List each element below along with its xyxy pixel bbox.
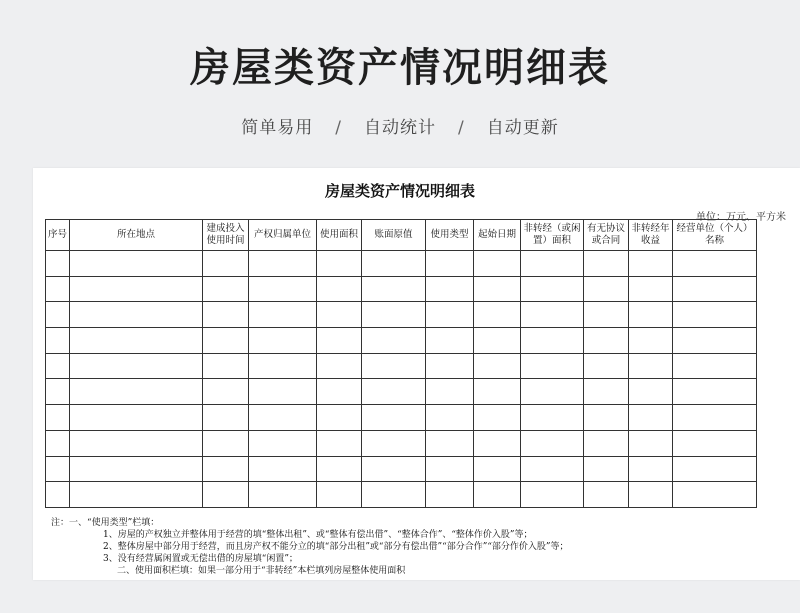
table-cell[interactable]	[249, 251, 317, 277]
table-cell[interactable]	[70, 302, 203, 328]
table-row	[46, 353, 757, 379]
table-cell[interactable]	[584, 482, 629, 508]
table-cell[interactable]	[70, 328, 203, 354]
table-cell[interactable]	[584, 302, 629, 328]
col-header-built-time: 建成投入使用时间	[203, 220, 249, 251]
tag-separator: /	[335, 118, 342, 138]
col-header-annual-income: 非转经年收益	[629, 220, 673, 251]
table-cell[interactable]	[317, 353, 362, 379]
tag-separator: /	[458, 118, 465, 138]
table-cell[interactable]	[249, 430, 317, 456]
table-cell[interactable]	[362, 353, 426, 379]
document-sheet	[33, 168, 800, 580]
table-cell[interactable]	[673, 379, 757, 405]
unit-label: 单位：万元、平方米	[696, 212, 786, 223]
table-cell[interactable]	[474, 302, 521, 328]
table-cell[interactable]	[474, 328, 521, 354]
table-cell[interactable]	[673, 251, 757, 277]
table-cell[interactable]	[203, 302, 249, 328]
table-cell[interactable]	[673, 328, 757, 354]
hero-title: 房屋类资产情况明细表	[190, 45, 610, 91]
tag-auto-update: 自动更新	[486, 118, 559, 138]
table-cell[interactable]	[426, 328, 474, 354]
table-cell[interactable]	[362, 482, 426, 508]
table-cell[interactable]	[249, 379, 317, 405]
table-cell[interactable]	[584, 430, 629, 456]
table-cell[interactable]	[203, 482, 249, 508]
asset-table	[45, 219, 757, 508]
table-cell[interactable]	[521, 251, 584, 277]
table-cell[interactable]	[426, 251, 474, 277]
col-header-start-date: 起始日期	[474, 220, 521, 251]
table-row	[46, 430, 757, 456]
table-cell[interactable]	[474, 482, 521, 508]
table-row	[46, 379, 757, 405]
table-cell[interactable]	[317, 430, 362, 456]
table-cell[interactable]	[70, 430, 203, 456]
table-cell[interactable]	[426, 276, 474, 302]
table-cell[interactable]	[584, 276, 629, 302]
table-cell[interactable]	[46, 302, 70, 328]
table-cell[interactable]	[203, 405, 249, 431]
hero-tags	[0, 113, 800, 138]
table-cell[interactable]	[249, 302, 317, 328]
table-cell[interactable]	[426, 353, 474, 379]
table-cell[interactable]	[521, 456, 584, 482]
table-cell[interactable]	[629, 353, 673, 379]
table-cell[interactable]	[584, 379, 629, 405]
table-cell[interactable]	[474, 379, 521, 405]
table-cell[interactable]	[362, 430, 426, 456]
note-item: 3、没有经营属闲置或无偿出借的房屋填“闲置”；	[103, 554, 298, 564]
table-cell[interactable]	[70, 379, 203, 405]
table-cell[interactable]	[249, 353, 317, 379]
table-cell[interactable]	[426, 482, 474, 508]
table-cell[interactable]	[673, 302, 757, 328]
table-cell[interactable]	[203, 379, 249, 405]
table-cell[interactable]	[426, 405, 474, 431]
table-cell[interactable]	[521, 353, 584, 379]
table-cell[interactable]	[362, 456, 426, 482]
table-cell[interactable]	[249, 276, 317, 302]
table-row	[46, 302, 757, 328]
table-cell[interactable]	[203, 251, 249, 277]
col-header-book-value: 账面原值	[362, 220, 426, 251]
table-cell[interactable]	[317, 251, 362, 277]
notes	[51, 517, 791, 577]
table-cell[interactable]	[46, 430, 70, 456]
col-header-index: 序号	[46, 220, 70, 251]
table-cell[interactable]	[474, 456, 521, 482]
note-item: 1、房屋的产权独立并整体用于经营的填“整体出租”、或“整体有偿出借”、“整体合作”、“整体作价入股”等；	[103, 530, 533, 540]
tag-auto-count: 自动统计	[364, 118, 436, 138]
table-cell[interactable]	[317, 482, 362, 508]
table-cell[interactable]	[203, 430, 249, 456]
table-cell[interactable]	[46, 379, 70, 405]
table-cell[interactable]	[474, 430, 521, 456]
table-cell[interactable]	[46, 251, 70, 277]
table-cell[interactable]	[249, 405, 317, 431]
table-cell[interactable]	[46, 405, 70, 431]
table-cell[interactable]	[673, 482, 757, 508]
table-row	[46, 405, 757, 431]
table-cell[interactable]	[203, 328, 249, 354]
table-cell[interactable]	[584, 405, 629, 431]
table-cell[interactable]	[521, 276, 584, 302]
table-cell[interactable]	[203, 353, 249, 379]
table-cell[interactable]	[362, 302, 426, 328]
table-cell[interactable]	[584, 456, 629, 482]
table-cell[interactable]	[362, 251, 426, 277]
note-item-partial: 二、使用面积栏填：如果一部分用于“非转经”本栏填列房屋整体使用面积	[117, 566, 406, 576]
col-header-contract: 有无协议或合同	[584, 220, 629, 251]
table-cell[interactable]	[70, 353, 203, 379]
table-cell[interactable]	[426, 302, 474, 328]
table-cell[interactable]	[249, 482, 317, 508]
table-cell[interactable]	[629, 302, 673, 328]
table-cell[interactable]	[203, 456, 249, 482]
table-cell[interactable]	[584, 328, 629, 354]
table-cell[interactable]	[70, 456, 203, 482]
table-cell[interactable]	[521, 328, 584, 354]
table-cell[interactable]	[629, 328, 673, 354]
table-cell[interactable]	[317, 328, 362, 354]
table-row	[46, 328, 757, 354]
table-cell[interactable]	[474, 251, 521, 277]
table-cell[interactable]	[629, 276, 673, 302]
table-cell[interactable]	[584, 251, 629, 277]
table-row	[46, 251, 757, 277]
table-cell[interactable]	[673, 456, 757, 482]
table-cell[interactable]	[362, 276, 426, 302]
col-header-operator: 经营单位（个人）名称	[673, 220, 757, 251]
table-cell[interactable]	[70, 251, 203, 277]
table-cell[interactable]	[673, 276, 757, 302]
table-cell[interactable]	[362, 405, 426, 431]
col-header-idle-area: 非转经（或闲置）面积	[521, 220, 584, 251]
table-cell[interactable]	[203, 276, 249, 302]
note-item: 2、整体房屋中部分用于经营，而且房产权不能分立的填“部分出租”或“部分有偿出借”“部分合作”“部分作价入股”等；	[103, 542, 569, 552]
table-cell[interactable]	[673, 430, 757, 456]
col-header-area: 使用面积	[317, 220, 362, 251]
table-cell[interactable]	[317, 379, 362, 405]
table-cell[interactable]	[46, 482, 70, 508]
table-cell[interactable]	[629, 482, 673, 508]
table-cell[interactable]	[46, 328, 70, 354]
table-cell[interactable]	[521, 302, 584, 328]
table-cell[interactable]	[629, 379, 673, 405]
table-cell[interactable]	[317, 405, 362, 431]
table-cell[interactable]	[46, 276, 70, 302]
table-cell[interactable]	[426, 379, 474, 405]
table-cell[interactable]	[317, 302, 362, 328]
table-cell[interactable]	[317, 276, 362, 302]
table-cell[interactable]	[521, 482, 584, 508]
table-body	[46, 251, 757, 508]
table-cell[interactable]	[317, 456, 362, 482]
document-title: 房屋类资产情况明细表	[324, 182, 475, 200]
table-cell[interactable]	[46, 456, 70, 482]
table-row	[46, 456, 757, 482]
table-cell[interactable]	[426, 456, 474, 482]
table-cell[interactable]	[629, 430, 673, 456]
table-cell[interactable]	[426, 430, 474, 456]
table-cell[interactable]	[362, 379, 426, 405]
col-header-location: 所在地点	[70, 220, 203, 251]
table-cell[interactable]	[673, 353, 757, 379]
table-cell[interactable]	[249, 328, 317, 354]
tag-easy: 简单易用	[241, 118, 314, 138]
table-cell[interactable]	[249, 456, 317, 482]
table-cell[interactable]	[629, 456, 673, 482]
table-cell[interactable]	[70, 276, 203, 302]
col-header-usage-type: 使用类型	[426, 220, 474, 251]
table-cell[interactable]	[474, 276, 521, 302]
table-cell[interactable]	[474, 353, 521, 379]
table-cell[interactable]	[673, 405, 757, 431]
table-cell[interactable]	[629, 251, 673, 277]
table-cell[interactable]	[362, 328, 426, 354]
table-cell[interactable]	[584, 353, 629, 379]
table-header-row	[46, 220, 757, 251]
table-cell[interactable]	[474, 405, 521, 431]
notes-heading: 注：一、“使用类型”栏填：	[51, 518, 160, 528]
table-cell[interactable]	[521, 430, 584, 456]
table-cell[interactable]	[521, 405, 584, 431]
table-cell[interactable]	[46, 353, 70, 379]
table-row	[46, 482, 757, 508]
table-cell[interactable]	[70, 405, 203, 431]
table-cell[interactable]	[70, 482, 203, 508]
table-row	[46, 276, 757, 302]
table-cell[interactable]	[521, 379, 584, 405]
col-header-owner: 产权归属单位	[249, 220, 317, 251]
table-cell[interactable]	[629, 405, 673, 431]
